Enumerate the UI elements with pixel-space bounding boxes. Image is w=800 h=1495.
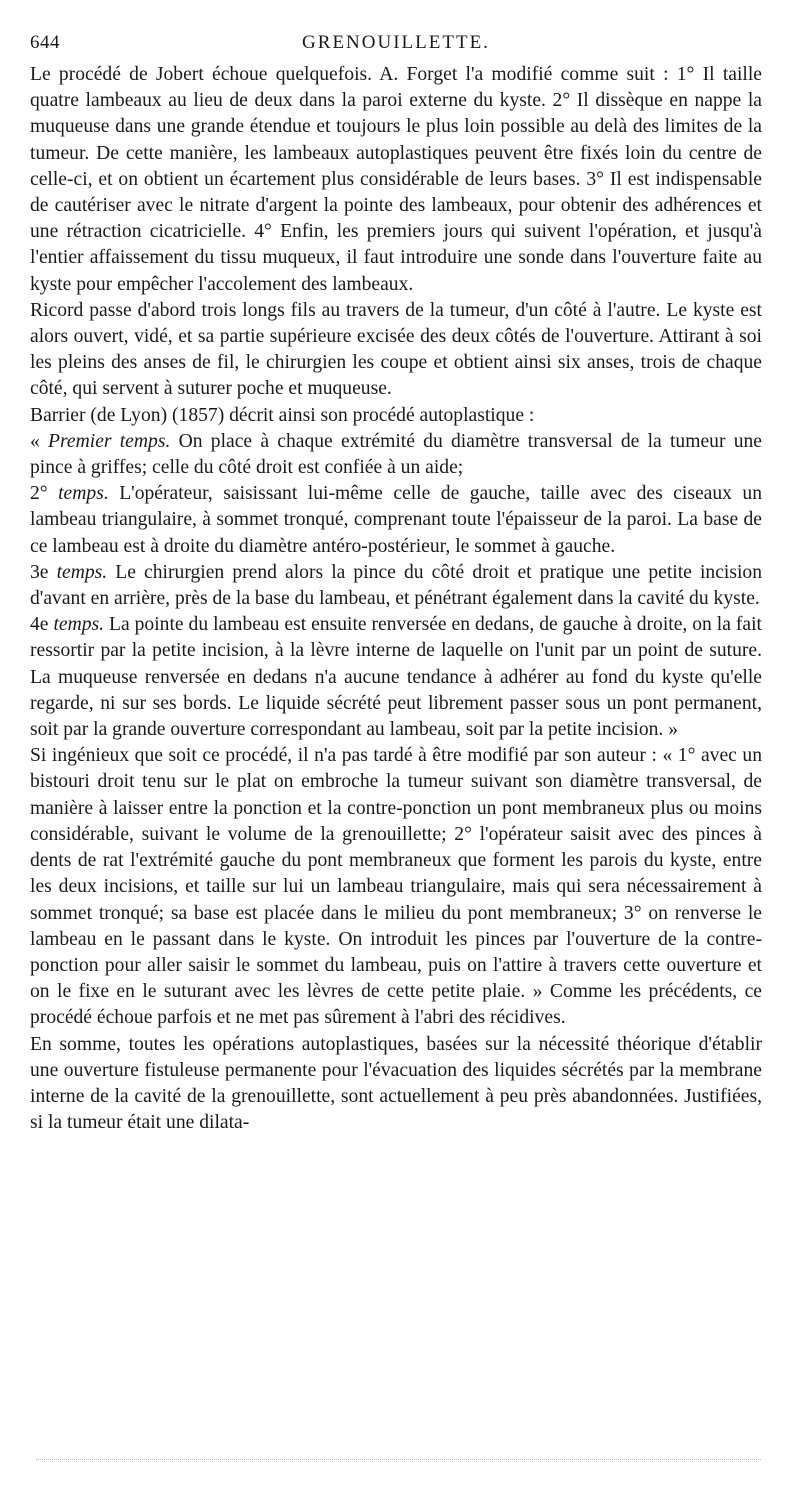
- paragraph-text: En somme, toutes les opérations autoplastiques, basées sur la nécessité théorique d'établir une ouverture fistuleuse permanente pour l'évacuation des liquides sécrétés par la membrane interne de la cavité de la grenouillette, sont actuellement à peu près abandonnées. Justifiées, si la tumeur était une dilata-: [30, 1033, 762, 1134]
- paragraph-ricord-procedure: [30, 298, 762, 403]
- paragraph-fourth-step: [30, 612, 762, 743]
- step-prefix: 4e: [30, 614, 54, 636]
- paragraph-text: Barrier (de Lyon) (1857) décrit ainsi son procédé autoplastique :: [30, 404, 535, 426]
- footer-rule: [36, 1459, 761, 1460]
- paragraph-forget-procedure: [30, 62, 762, 298]
- paragraph-modified-procedure: [30, 743, 762, 1031]
- running-head: [30, 28, 762, 56]
- paragraph-conclusion: [30, 1032, 762, 1137]
- paragraph-text: Si ingénieux que soit ce procédé, il n'a pas tardé à être modifié par son auteur : « 1° avec un bistouri droit tenu sur le plat on embroche la tumeur suivant son diamètre transversal, de manière à laisser entre la ponction et la contre-ponction un pont membraneux plus ou moins considérable, suivant le volume de la grenouillette; 2° l'opérateur saisit avec des pinces à dents de rat l'extrémité gauche du pont membraneux que forment les parois du kyste, entre les deux incisions, et taille sur lui un lambeau triangulaire, mais qui sera nécessairement à sommet tronqué; sa base est placée dans le milieu du pont membraneux; 3° on renverse le lambeau en le passant dans le kyste. On introduit les pinces par l'ouverture de la contre-ponction pour aller saisir le sommet du lambeau, puis on l'attire à travers cette ouverture et on le fixe en le suturant avec les lèvres de cette petite plaie. » Comme les précédents, ce procédé échoue parfois et ne met pas sûrement à l'abri des récidives.: [30, 745, 762, 1029]
- step-prefix: «: [30, 430, 49, 452]
- page-number: 644: [30, 32, 60, 53]
- step-label: temps.: [53, 614, 105, 636]
- page: [30, 28, 762, 1136]
- paragraph-text: L'opérateur, saisissant lui-même celle de gauche, taille avec des ciseaux un lambeau triangulaire, à sommet tronqué, comprenant toute l'épaisseur de la paroi. La base de ce lambeau est à droite du diamètre antéro-postérieur, le sommet à gauche.: [30, 483, 762, 557]
- paragraph-text: Le chirurgien prend alors la pince du côté droit et pratique une petite incision d'avant en arrière, près de la base du lambeau, et pénétrant également dans la cavité du kyste.: [30, 561, 762, 610]
- step-prefix: 3e: [30, 561, 57, 583]
- paragraph-text: Ricord passe d'abord trois longs fils au travers de la tumeur, d'un côté à l'autre. Le kyste est alors ouvert, vidé, et sa partie supérieure excisée des deux côtés de l'ouverture. Attirant à soi les pleins des anses de fil, le chirurgien les coupe et obtient ainsi six anses, trois de chaque côté, qui servent à suturer poche et muqueuse.: [30, 299, 762, 400]
- paragraph-first-step: [30, 429, 762, 481]
- step-label: Premier temps.: [48, 430, 171, 452]
- step-label: temps.: [56, 561, 108, 583]
- paragraph-text: On place à chaque extrémité du diamètre transversal de la tumeur une pince à griffes; celle du côté droit est confiée à un aide;: [30, 430, 762, 479]
- paragraph-text: Le procédé de Jobert échoue quelquefois. A. Forget l'a modifié comme suit : 1° Il taille quatre lambeaux au lieu de deux dans la paroi externe du kyste. 2° Il dissèque en nappe la muqueuse dans une grande étendue et toujours le plus loin possible au delà des limites de la tumeur. De cette manière, les lambeaux autoplastiques peuvent être fixés loin du centre de celle-ci, et on obtient un écartement plus considérable de leurs bases. 3° Il est indispensable de cautériser avec le nitrate d'argent la pointe des lambeaux, pour obtenir des adhérences et une rétraction cicatricielle. 4° Enfin, les premiers jours qui suivent l'opération, et jusqu'à l'entier affaissement du tissu muqueux, il faut introduire une sonde dans l'ouverture faite au kyste pour empêcher l'accolement des lambeaux.: [30, 64, 762, 295]
- paragraph-second-step: [30, 481, 762, 560]
- paragraph-text: La pointe du lambeau est ensuite renversée en dedans, de gauche à droite, on la fait ressortir par la petite incision, à la lèvre interne de laquelle on l'unit par un point de suture. La muqueuse renversée en dedans n'a aucune tendance à adhérer au fond du kyste qu'elle regarde, ni sur ses bords. Le liquide sécrété peut librement passer sous un pont permanent, soit par la grande ouverture correspondant au lambeau, soit par la petite incision. »: [30, 614, 762, 741]
- paragraph-third-step: [30, 560, 762, 612]
- step-prefix: 2°: [30, 483, 59, 505]
- running-title: GRENOUILLETTE.: [302, 32, 490, 53]
- step-label: temps.: [58, 483, 109, 505]
- paragraph-barrier-intro: [30, 403, 762, 429]
- body-text: [30, 62, 762, 1136]
